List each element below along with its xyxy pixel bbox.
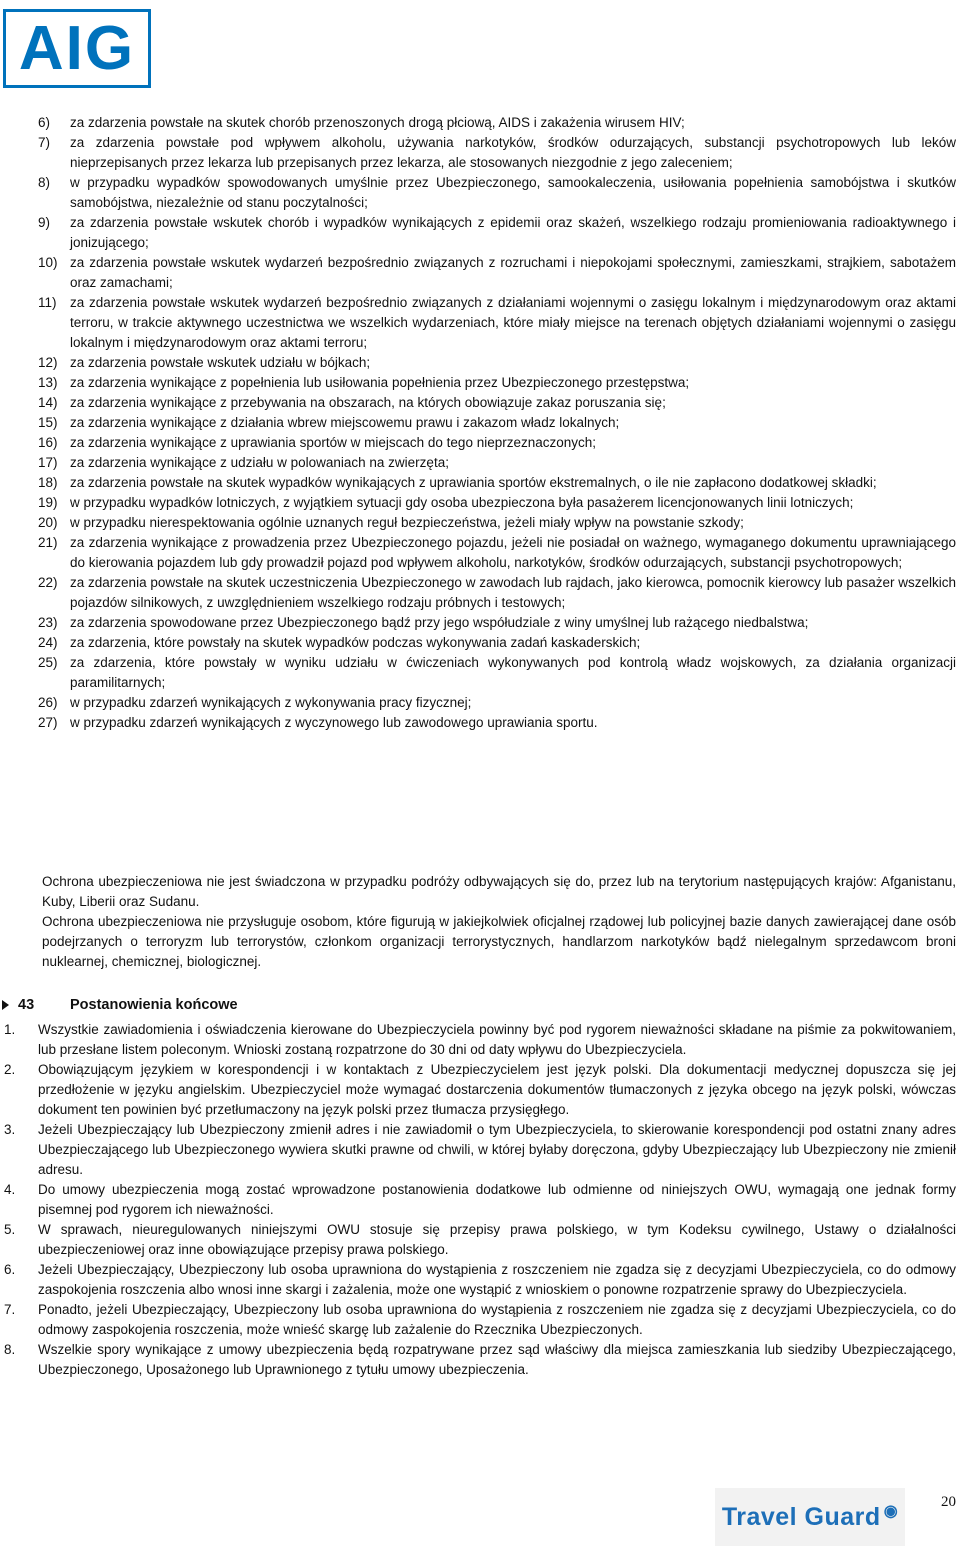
item-number: 15)	[38, 415, 58, 430]
list-item	[0, 573, 960, 613]
list-item	[0, 433, 960, 453]
item-text: za zdarzenia, które powstały na skutek wypadków podczas wykonywania zadań kaskaderskich;	[70, 635, 641, 650]
item-number: 27)	[38, 715, 58, 730]
list-item	[0, 1220, 960, 1260]
page-number: 20	[941, 1494, 956, 1510]
list-item	[0, 353, 960, 373]
item-number: 10)	[38, 255, 58, 270]
item-text: w przypadku zdarzeń wynikających z wyczynowego lub zawodowego uprawiania sportu.	[70, 715, 598, 730]
item-text: Obowiązującym językiem w korespondencji i w kontaktach z Ubezpieczycielem jest język polski. Dla dokumentacji medycznej dopuszcza się jej przedłożenie w języku angielskim. Ubezpieczyciel może wymagać dostarczenia dokumentów tłumaczonych z języka obcego na język polski, wówczas dokument ten powinien być przetłumaczony na język polski przez tłumacza przysięgłego.	[38, 1062, 956, 1117]
item-text: za zdarzenia powstałe na skutek chorób przenoszonych drogą płciową, AIDS i zakażenia wirusem HIV;	[70, 115, 685, 130]
item-number: 8.	[4, 1342, 16, 1357]
item-number: 26)	[38, 695, 58, 710]
item-number: 1.	[4, 1022, 16, 1037]
list-item	[0, 173, 960, 213]
item-number: 19)	[38, 495, 58, 510]
shield-icon: ◉	[883, 1503, 899, 1520]
list-item	[0, 1340, 960, 1380]
list-item	[0, 1120, 960, 1180]
item-number: 7)	[38, 135, 51, 150]
item-number: 3.	[4, 1122, 16, 1137]
item-number: 13)	[38, 375, 58, 390]
item-text: za zdarzenia wynikające z uprawiania sportów w miejscach do tego nieprzeznaczonych;	[70, 435, 597, 450]
list-item	[0, 413, 960, 433]
item-text: w przypadku nierespektowania ogólnie uznanych reguł bezpieczeństwa, jeżeli miały wpływ na powstanie szkody;	[70, 515, 744, 530]
list-item	[0, 373, 960, 393]
item-number: 8)	[38, 175, 51, 190]
item-text: W sprawach, nieuregulowanych niniejszymi OWU stosuje się przepisy prawa polskiego, w tym Kodeksu cywilnego, Ustawy o działalności ubezpieczeniowej oraz inne obowiązujące przepisy prawa polskiego.	[38, 1222, 956, 1257]
list-item	[0, 113, 960, 133]
note-paragraph: Ochrona ubezpieczeniowa nie jest świadczona w przypadku podróży odbywających się do, przez lub na terytorium następujących krajów: Afganistanu, Kuby, Liberii oraz Sudanu.	[42, 874, 956, 909]
note-paragraph: Ochrona ubezpieczeniowa nie przysługuje osobom, które figurują w jakiejkolwiek oficjalnej rządowej lub policyjnej bazie danych zawierającej dane osób podejrzanych o terroryzm lub terrorystów, członkom organizacji terrorystycznych, handlarzom narkotyków bądź nielegalnym sprzedawcom broni nuklearnej, chemicznej, biologicznej.	[42, 914, 956, 969]
item-text: za zdarzenia powstałe wskutek chorób i wypadków wynikających z epidemii oraz skażeń, wszelkiego rodzaju promieniowania radioaktywnego i jonizującego;	[70, 215, 956, 250]
item-number: 25)	[38, 655, 58, 670]
coverage-notes	[0, 872, 960, 972]
item-text: za zdarzenia spowodowane przez Ubezpieczonego bądź przy jego współudziale z winy umyślnej lub rażącego niedbalstwa;	[70, 615, 809, 630]
item-number: 9)	[38, 215, 51, 230]
item-text: za zdarzenia wynikające z popełnienia lub usiłowania popełnienia przez Ubezpieczonego przestępstwa;	[70, 375, 690, 390]
item-number: 23)	[38, 615, 58, 630]
list-item	[0, 253, 960, 293]
item-number: 5.	[4, 1222, 16, 1237]
section-heading	[0, 994, 960, 1016]
item-number: 18)	[38, 475, 58, 490]
list-item	[0, 473, 960, 493]
item-text: za zdarzenia powstałe wskutek wydarzeń bezpośrednio związanych z rozruchami i niepokojami społecznymi, zamieszkami, strajkiem, sabotażem oraz zamachami;	[70, 255, 956, 290]
list-item	[0, 1260, 960, 1300]
item-number: 14)	[38, 395, 58, 410]
item-text: w przypadku wypadków spowodowanych umyślnie przez Ubezpieczonego, samookaleczenia, usiłowania popełnienia samobójstwa i skutków samobójstwa, niezależnie od stanu poczytalności;	[70, 175, 956, 210]
item-text: za zdarzenia wynikające z prowadzenia przez Ubezpieczonego pojazdu, jeżeli nie posiadał on ważnego, wymaganego dokumentu uprawniającego do kierowania pojazdem lub gdy prowadził pojazd pod wpływem alkoholu, narkotyków, środków odurzających, substancji psychotropowych;	[70, 535, 956, 570]
item-text: Jeżeli Ubezpieczający, Ubezpieczony lub osoba uprawniona do wystąpienia z roszczeniem nie zgadza się z decyzjami Ubezpieczyciela, co do odmowy zaspokojenia roszczenia albo wnosi inne skargi i zażalenia, może one wystąpić z wnioskiem o ponowne rozpatrzenie sprawy do Ubezpieczyciela.	[38, 1262, 956, 1297]
list-item	[0, 613, 960, 633]
item-text: w przypadku wypadków lotniczych, z wyjątkiem sytuacji gdy osoba ubezpieczona była pasażerem licencjonowanych linii lotniczych;	[70, 495, 854, 510]
item-number: 6)	[38, 115, 51, 130]
list-item	[0, 133, 960, 173]
list-item	[0, 393, 960, 413]
travel-guard-logo	[715, 1488, 905, 1546]
brand-text: Travel Guard	[721, 1502, 881, 1531]
list-item	[0, 1300, 960, 1340]
item-text: za zdarzenia powstałe wskutek udziału w bójkach;	[70, 355, 371, 370]
list-item	[0, 1060, 960, 1120]
list-item	[0, 213, 960, 253]
item-number: 2.	[4, 1062, 16, 1077]
item-text: za zdarzenia wynikające z działania wbrew miejscowemu prawu i zakazom władz lokalnych;	[70, 415, 620, 430]
item-number: 11)	[38, 295, 57, 310]
item-text: Wszelkie spory wynikające z umowy ubezpieczenia będą rozpatrywane przez sąd właściwy dla miejsca zamieszkania lub siedziby Ubezpieczającego, Ubezpieczonego, Uposażonego lub Uprawnionego z tytułu umowy ubezpieczenia.	[38, 1342, 956, 1377]
item-text: Do umowy ubezpieczenia mogą zostać wprowadzone postanowienia dodatkowe lub odmienne od niniejszych OWU, wymagają one jednak formy pisemnej pod rygorem ich nieważności.	[38, 1182, 956, 1217]
item-number: 20)	[38, 515, 58, 530]
item-number: 16)	[38, 435, 58, 450]
item-number: 12)	[38, 355, 58, 370]
final-provisions-list	[0, 1020, 960, 1380]
item-text: za zdarzenia wynikające z przebywania na obszarach, na których obowiązuje zakaz poruszania się;	[70, 395, 666, 410]
list-item	[0, 633, 960, 653]
item-text: Ponadto, jeżeli Ubezpieczający, Ubezpieczony lub osoba uprawniona do wystąpienia z roszczeniem nie zgadza się z decyzjami Ubezpieczyciela, co do odmowy zaspokojenia roszczenia, może wnieść skargę lub zażalenie do Rzecznika Ubezpieczonych.	[38, 1302, 956, 1337]
item-number: 6.	[4, 1262, 16, 1277]
item-text: za zdarzenia powstałe na skutek wypadków wynikających z uprawiania sportów ekstremalnych, o ile nie zapłacono dodatkowej składki;	[70, 475, 877, 490]
item-text: za zdarzenia powstałe wskutek wydarzeń bezpośrednio związanych z działaniami wojennymi o zasięgu lokalnym i międzynarodowym oraz aktami terroru, w trakcie aktywnego uczestnictwa we wszelkich wydarzeniach, które miały miejsce na terenach objętych działaniami wojennymi o zasięgu lokalnym i międzynarodowym oraz aktami terroru;	[70, 295, 956, 350]
item-text: Jeżeli Ubezpieczający lub Ubezpieczony zmienił adres i nie zawiadomił o tym Ubezpieczyciela, to skierowanie korespondencji pod ostatni znany adres Ubezpieczającego lub Ubezpieczonego wywiera skutki prawne od chwili, w której byłaby doręczona, gdyby Ubezpieczający lub Ubezpieczony nie zmienił adresu.	[38, 1122, 956, 1177]
aig-logo	[3, 9, 151, 88]
exclusions-list	[0, 113, 960, 733]
list-item	[0, 693, 960, 713]
item-text: za zdarzenia powstałe na skutek uczestniczenia Ubezpieczonego w zawodach lub rajdach, jako kierowca, pomocnik kierowcy lub pasażer wszelkich pojazdów silnikowych, z uwzględnieniem wszelkiego rodzaju próbnych i testowych;	[70, 575, 956, 610]
item-text: za zdarzenia powstałe pod wpływem alkoholu, używania narkotyków, środków odurzających, substancji psychotropowych lub leków nieprzepisanych przez lekarza lub przepisanych przez lekarza, ale stosowanych niezgodnie z jego zaleceniem;	[70, 135, 956, 170]
list-item	[0, 293, 960, 353]
item-number: 7.	[4, 1302, 16, 1317]
item-number: 22)	[38, 575, 58, 590]
list-item	[0, 453, 960, 473]
list-item	[0, 1020, 960, 1060]
item-text: Wszystkie zawiadomienia i oświadczenia kierowane do Ubezpieczyciela powinny być pod rygorem nieważności składane na piśmie za pokwitowaniem, lub przesłane listem poleconym. Wnioski zostaną rozpatrzone do 30 dni od daty wpływu do Ubezpieczyciela.	[38, 1022, 956, 1057]
list-item	[0, 513, 960, 533]
bullet-triangle-icon	[2, 1000, 9, 1010]
list-item	[0, 653, 960, 693]
list-item	[0, 533, 960, 573]
list-item	[0, 493, 960, 513]
item-text: w przypadku zdarzeń wynikających z wykonywania pracy fizycznej;	[70, 695, 472, 710]
item-text: za zdarzenia wynikające z udziału w polowaniach na zwierzęta;	[70, 455, 449, 470]
section-title: Postanowienia końcowe	[70, 997, 238, 1013]
section-number: 43	[18, 997, 35, 1013]
item-number: 24)	[38, 635, 58, 650]
aig-logo-text: AIG	[18, 13, 136, 83]
item-text: za zdarzenia, które powstały w wyniku udziału w ćwiczeniach wykonywanych pod kontrolą władz wojskowych, za działania organizacji paramilitarnych;	[70, 655, 956, 690]
item-number: 21)	[38, 535, 58, 550]
item-number: 4.	[4, 1182, 16, 1197]
item-number: 17)	[38, 455, 58, 470]
list-item	[0, 1180, 960, 1220]
list-item	[0, 713, 960, 733]
